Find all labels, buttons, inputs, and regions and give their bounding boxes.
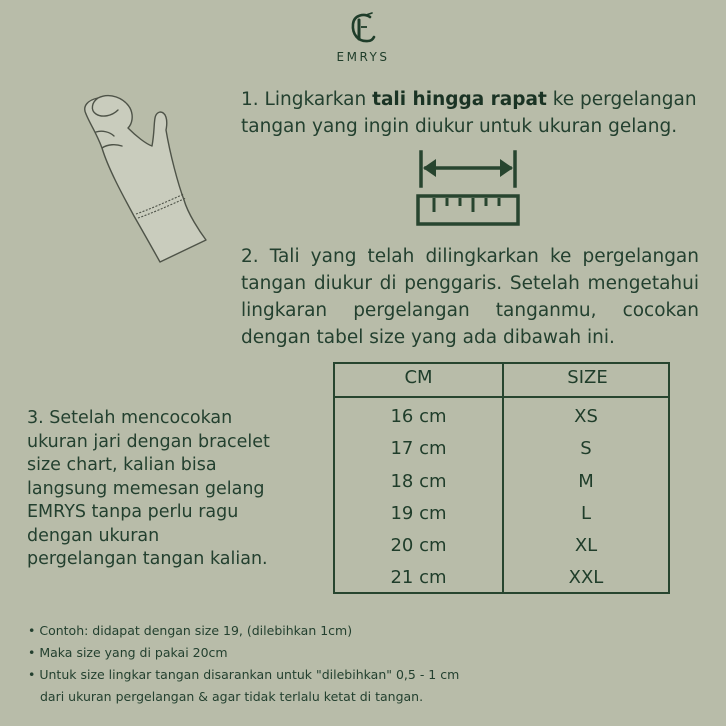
table-row (335, 499, 668, 531)
cell-size: M (578, 470, 594, 492)
note-item: • Contoh: didapat dengan size 19, (dilebihkan 1cm) (28, 623, 353, 638)
cell-cm: 16 cm (390, 406, 447, 427)
step-3-line: langsung memesan gelang (27, 478, 265, 499)
step-1-instruction (241, 86, 701, 140)
step-3-line: pergelangan tangan kalian. (27, 549, 268, 569)
cell-size: L (580, 502, 592, 524)
step-2-line: dengan tabel size yang ada dibawah ini. (241, 327, 615, 348)
ruler-measure-icon (412, 148, 524, 230)
cell-cm: 20 cm (390, 535, 447, 557)
cell-cm: 18 cm (390, 470, 447, 492)
header-cm: CM (404, 367, 433, 388)
emrys-logo-icon (348, 12, 378, 46)
table-header-divider (335, 396, 668, 398)
step-1-prefix: 1. Lingkarkan (241, 89, 373, 110)
table-row (335, 434, 668, 466)
table-row (335, 531, 668, 563)
step-2-instruction (241, 243, 699, 351)
table-row (335, 402, 668, 434)
step-3-line: ukuran jari dengan bracelet (27, 431, 270, 452)
cell-size: XS (574, 406, 598, 427)
header-size: SIZE (567, 367, 608, 388)
note-item: • Maka size yang di pakai 20cm (28, 645, 228, 660)
step-2-line: 2. Tali yang telah dilingkarkan ke pergelangan (241, 246, 699, 267)
table-row (335, 563, 668, 595)
note-item: dari ukuran pergelangan & agar tidak terlalu ketat di tangan. (40, 689, 424, 704)
step-3-line: EMRYS tanpa perlu ragu (27, 502, 239, 522)
cell-cm: 21 cm (390, 567, 447, 589)
brand-logo (0, 12, 726, 64)
cell-cm: 19 cm (390, 502, 447, 524)
size-chart-table (333, 362, 670, 594)
notes-list (28, 620, 459, 708)
note-item: • Untuk size lingkar tangan disarankan untuk "dilebihkan" 0,5 - 1 cm (28, 667, 460, 682)
step-3-line: size chart, kalian bisa (27, 455, 217, 475)
table-row (335, 467, 668, 499)
cell-size: XXL (568, 567, 604, 589)
step-1-suffix: ke pergelangan tangan yang ingin diukur untuk ukuran gelang. (241, 89, 697, 137)
step-2-line: tangan diukur di penggaris. Setelah mengetahui (241, 273, 699, 294)
step-2-line: lingkaran pergelangan tanganmu, cocokan (241, 300, 699, 321)
hand-bracelet-icon (62, 84, 212, 266)
step-3-instruction (27, 407, 297, 572)
step-3-line: 3. Setelah mencocokan (27, 408, 233, 428)
cell-size: XL (574, 535, 598, 557)
step-3-line: dengan ukuran (27, 525, 160, 546)
cell-size: S (580, 438, 592, 460)
brand-name: EMRYS (336, 50, 390, 64)
cell-cm: 17 cm (390, 438, 447, 460)
step-1-bold: tali hingga rapat (372, 89, 547, 110)
